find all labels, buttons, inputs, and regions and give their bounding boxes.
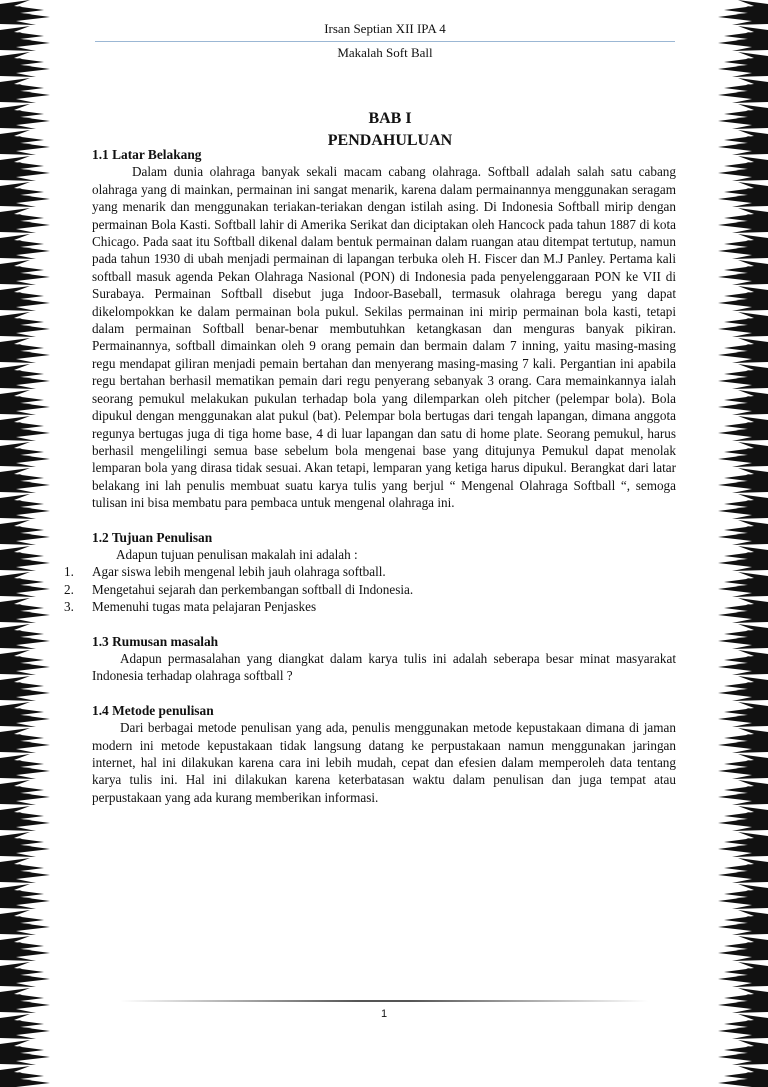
chapter-title: PENDAHULUAN (327, 132, 453, 149)
section-heading-latar-belakang: 1.1 Latar Belakang (92, 147, 202, 162)
tujuan-list (64, 563, 676, 615)
spacer (92, 685, 676, 702)
decorative-zigzag-border-left (0, 0, 52, 1087)
list-item-text: Mengetahui sejarah dan perkembangan softball di Indonesia. (92, 581, 414, 597)
section-heading-metode-penulisan: 1.4 Metode penulisan (92, 702, 214, 718)
list-item-text: Memenuhi tugas mata pelajaran Penjaskes (92, 599, 317, 615)
section-heading-rumusan-masalah: 1.3 Rumusan masalah (92, 633, 219, 649)
list-item-number: 3. (64, 599, 74, 615)
footer-rule (120, 1000, 648, 1002)
page-number: 1 (380, 1008, 388, 1020)
list-item (64, 563, 676, 580)
page-header (90, 20, 680, 62)
paragraph-metode-penulisan: Dari berbagai metode penulisan yang ada, penulis menggunakan metode kepustakaan dimana di jaman modern ini metode kepustakaan tidak langsung datang ke perpustakaan namun menggunakan jaringan internet, hal ini dilakukan karena cara ini lebih mudah, cepat dan efesien dalam memperoleh data tentang karya tulis ini. Hal ini dilakukan karena keterbatasan waktu dalam penulisan dan juga tempat atau perpustakaan yang ada kurang memberikan informasi. (92, 720, 676, 805)
list-item (64, 581, 676, 598)
decorative-zigzag-border-right (716, 0, 768, 1087)
list-item-text: Agar siswa lebih mengenal lebih jauh olahraga softball. (92, 564, 386, 580)
paragraph-rumusan-masalah: Adapun permasalahan yang diangkat dalam karya tulis ini adalah seberapa besar minat masyarakat Indonesia terhadap olahraga softball ? (92, 650, 676, 684)
list-item-number: 1. (64, 564, 74, 580)
tujuan-intro: Adapun tujuan penulisan makalah ini adalah : (116, 546, 358, 562)
zigzag-border-right-svg (716, 0, 768, 1087)
spacer (92, 616, 676, 633)
list-item (64, 598, 676, 615)
paragraph-latar-belakang: Dalam dunia olahraga banyak sekali macam cabang olahraga. Softball adalah salah satu cabang olahraga yang di mainkan, permainan ini sangat menarik, karena dalam permainannya menggunakan seragam yang menarik dan menggunakan teriakan-teriakan dengan istilah asing. Di Indonesia Softball mirip dengan permainan Bola Kasti. Softball lahir di Amerika Serikat dan diciptakan oleh Hancock pada tahun 1887 di kota Chicago. Pada saat itu Softball dikenal dalam bentuk permainan dalam ruangan atau ditempat tertutup, namun pada tahun 1930 di ubah menjadi permainan di lapangan terbuka oleh H. Fiscer dan M.J Panley. Pertama kali softball masuk agenda Pekan Olahraga Nasional (PON) di Indonesia pada penyelenggaraan PON ke VII di Surabaya. Permainan Softball disebut juga Indoor-Baseball, termasuk olahraga beregu yang dapat dikelompokkan ke dalam permainan bola pukul. Sekilas permainan ini mirip permainan bola kasti, tetapi dalam permainan Softball benar-benar membutuhkan ketangkasan dan menguras banyak pikiran. Permainannya, softball dimainkan oleh 9 orang pemain dan bermain dalam 7 inning, yaitu masing-masing regu mendapat giliran menjadi pemain bertahan dan menyerang masing-masing 7 kali. Pergantian ini apabila regu bertahan berhasil mematikan pemain dari regu penyerang sebanyak 3 orang. Cara memainkannya ialah seorang pemukul melakukan pukulan terhadap bola yang dilemparkan oleh pitcher (pelempar bola). Bola dipukul dengan menggunakan alat pukul (bat). Pelempar bola bertugas dari tengah lapangan, dimana anggota regunya bertugas juga di tiga home base, 4 di luar lapangan dan satu di home plate. Seorang pemukul, harus berhasil mengelilingi semua base sebelum bola mengenai base yang ditujunya Pemukul dapat menolak lemparan bola yang dirasa tidak sesuai. Akan tetapi, lemparan yang ketiga harus dipukul. Berangkat dari latar belakang ini lah penulis membuat suatu karya tulis yang berjul “ Mengenal Olahraga Softball “, semoga tulisan ini bisa membatu para pembaca untuk mengenal olahraga ini. (92, 164, 676, 511)
header-author-line: Irsan Septian XII IPA 4 (324, 21, 446, 36)
spacer (92, 512, 676, 529)
page-footer (120, 1000, 648, 1020)
zigzag-border-left-svg (0, 0, 52, 1087)
header-title-line: Makalah Soft Ball (337, 45, 433, 60)
document-body (64, 146, 676, 806)
header-rule (95, 41, 675, 42)
chapter-number: BAB I (368, 110, 412, 127)
list-item-number: 2. (64, 581, 74, 597)
section-heading-tujuan-penulisan: 1.2 Tujuan Penulisan (92, 529, 213, 545)
